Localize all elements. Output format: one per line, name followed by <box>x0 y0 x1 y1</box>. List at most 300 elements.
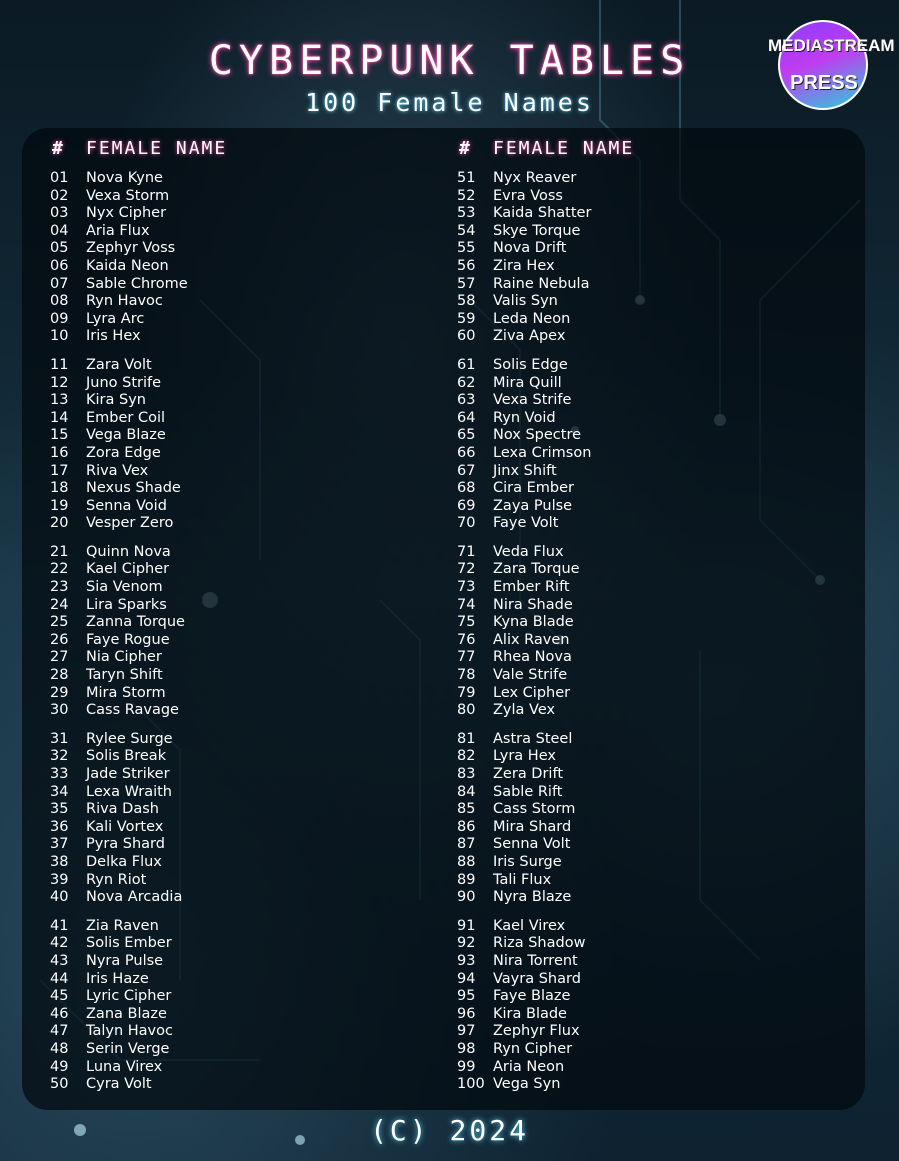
table-row <box>457 1041 857 1059</box>
row-number: 71 <box>457 543 476 560</box>
row-number: 08 <box>50 293 69 310</box>
row-number: 66 <box>457 444 476 461</box>
table-row <box>50 392 450 410</box>
column-header-number: # <box>52 138 63 159</box>
table-row <box>50 544 450 562</box>
table-row <box>50 872 450 890</box>
name-group <box>457 918 857 1094</box>
row-name: Nyx Reaver <box>493 170 577 186</box>
table-row <box>457 872 857 890</box>
table-row <box>457 649 857 667</box>
row-number: 52 <box>457 187 476 204</box>
row-name: Serin Verge <box>86 1040 170 1057</box>
table-row <box>50 170 450 188</box>
table-row <box>457 685 857 703</box>
page-title: CYBERPUNK TABLES <box>208 38 691 84</box>
table-row <box>457 766 857 784</box>
table-row <box>50 702 450 720</box>
row-name: Nira Shade <box>493 596 573 613</box>
table-row <box>50 748 450 766</box>
table-row <box>50 579 450 597</box>
row-name: Juno Strife <box>86 374 162 391</box>
row-name: Faye Rogue <box>86 631 170 648</box>
table-row <box>50 1059 450 1077</box>
row-number: 65 <box>457 427 476 444</box>
row-number: 15 <box>50 427 69 444</box>
row-name: Zara Torque <box>493 561 580 578</box>
row-number: 42 <box>50 935 69 952</box>
row-number: 74 <box>457 596 476 613</box>
table-row <box>50 240 450 258</box>
row-number: 93 <box>457 952 476 969</box>
row-name: Kali Vortex <box>86 818 164 835</box>
row-number: 55 <box>457 240 476 257</box>
row-name: Zaya Pulse <box>493 497 573 514</box>
table-row <box>457 1076 857 1094</box>
row-number: 22 <box>50 561 69 578</box>
row-number: 13 <box>50 392 69 409</box>
row-number: 04 <box>50 222 69 239</box>
row-name: Nova Arcadia <box>86 889 183 906</box>
table-row <box>50 597 450 615</box>
row-number: 16 <box>50 444 69 461</box>
table-row <box>457 1059 857 1077</box>
table-row <box>457 889 857 907</box>
row-number: 34 <box>50 783 69 800</box>
row-name: Vega Blaze <box>86 427 166 444</box>
row-name: Solis Edge <box>493 356 568 373</box>
table-row <box>50 935 450 953</box>
table-row <box>50 223 450 241</box>
row-number: 24 <box>50 596 69 613</box>
row-name: Zera Drift <box>493 766 564 782</box>
row-name: Faye Blaze <box>493 988 571 1005</box>
table-row <box>457 276 857 294</box>
row-name: Kira Blade <box>493 1005 567 1022</box>
row-name: Ember Rift <box>493 579 570 596</box>
table-row <box>457 392 857 410</box>
table-row <box>50 971 450 989</box>
row-name: Solis Ember <box>86 935 172 952</box>
table-row <box>50 427 450 445</box>
row-number: 41 <box>50 917 69 934</box>
row-name: Cira Ember <box>493 480 574 497</box>
table-row <box>50 445 450 463</box>
table-row <box>50 293 450 311</box>
name-group <box>457 731 857 907</box>
table-row <box>50 819 450 837</box>
table-row <box>457 614 857 632</box>
row-number: 23 <box>50 579 69 596</box>
row-name: Mira Quill <box>493 374 562 391</box>
name-group <box>50 544 450 720</box>
publisher-logo <box>768 20 895 108</box>
row-name: Aria Flux <box>86 222 150 239</box>
row-name: Iris Hex <box>86 328 141 345</box>
row-name: Nyx Cipher <box>86 205 167 222</box>
row-name: Nia Cipher <box>86 649 162 666</box>
table-row <box>457 836 857 854</box>
row-name: Ryn Havoc <box>86 293 163 310</box>
table-row <box>50 188 450 206</box>
row-name: Sia Venom <box>86 579 163 596</box>
row-number: 39 <box>50 871 69 888</box>
row-number: 18 <box>50 480 69 497</box>
row-number: 17 <box>50 462 69 479</box>
column-header-name: FEMALE NAME <box>86 138 228 159</box>
table-row <box>50 357 450 375</box>
row-name: Jinx Shift <box>493 462 557 479</box>
row-number: 05 <box>50 240 69 257</box>
column-header <box>457 138 857 168</box>
row-number: 12 <box>50 374 69 391</box>
table-row <box>50 918 450 936</box>
row-number: 80 <box>457 702 476 719</box>
table-row <box>457 561 857 579</box>
row-number: 75 <box>457 614 476 631</box>
name-group <box>457 357 857 533</box>
row-number: 57 <box>457 275 476 292</box>
row-number: 28 <box>50 667 69 684</box>
row-number: 32 <box>50 748 69 765</box>
row-name: Taryn Shift <box>86 667 163 684</box>
table-row <box>457 953 857 971</box>
row-name: Vale Strife <box>493 667 568 684</box>
table-row <box>457 258 857 276</box>
table-row <box>50 498 450 516</box>
logo-badge-icon <box>778 20 868 110</box>
table-row <box>50 205 450 223</box>
row-number: 06 <box>50 257 69 274</box>
logo-text-line2: PRESS <box>790 72 858 94</box>
row-name: Vesper Zero <box>86 515 174 532</box>
row-number: 29 <box>50 684 69 701</box>
name-group <box>457 544 857 720</box>
table-row <box>457 918 857 936</box>
row-name: Nira Torrent <box>493 952 578 969</box>
row-name: Cass Storm <box>493 801 576 818</box>
table-row <box>457 579 857 597</box>
row-name: Skye Torque <box>493 222 581 239</box>
row-number: 37 <box>50 836 69 853</box>
row-name: Lyra Arc <box>86 310 145 327</box>
row-number: 20 <box>50 515 69 532</box>
table-row <box>457 223 857 241</box>
name-group <box>50 170 450 346</box>
row-name: Ryn Riot <box>86 871 147 888</box>
row-name: Nova Kyne <box>86 170 163 186</box>
table-row <box>457 854 857 872</box>
row-name: Nexus Shade <box>86 480 181 497</box>
page-subtitle: 100 Female Names <box>305 88 594 117</box>
table-row <box>457 597 857 615</box>
table-row <box>457 357 857 375</box>
row-number: 45 <box>50 988 69 1005</box>
row-name: Ryn Cipher <box>493 1040 573 1057</box>
table-row <box>457 1023 857 1041</box>
row-number: 91 <box>457 917 476 934</box>
table-row <box>50 515 450 533</box>
row-number: 77 <box>457 649 476 666</box>
row-number: 69 <box>457 497 476 514</box>
row-name: Vayra Shard <box>493 970 581 987</box>
table-row <box>50 1023 450 1041</box>
table-row <box>457 205 857 223</box>
row-number: 86 <box>457 818 476 835</box>
table-row <box>457 375 857 393</box>
table-row <box>457 240 857 258</box>
row-number: 81 <box>457 730 476 747</box>
row-name: Kael Virex <box>493 917 566 934</box>
row-name: Iris Haze <box>86 970 149 987</box>
row-name: Kira Syn <box>86 392 146 409</box>
row-name: Ryn Void <box>493 409 556 426</box>
row-name: Zara Volt <box>86 356 152 373</box>
table-row <box>50 685 450 703</box>
row-name: Lexa Crimson <box>493 444 592 461</box>
row-number: 36 <box>50 818 69 835</box>
row-number: 27 <box>50 649 69 666</box>
row-number: 82 <box>457 748 476 765</box>
row-number: 94 <box>457 970 476 987</box>
table-row <box>50 561 450 579</box>
row-number: 70 <box>457 515 476 532</box>
row-name: Zanna Torque <box>86 614 185 631</box>
table-row <box>457 410 857 428</box>
row-name: Sable Rift <box>493 783 563 800</box>
table-row <box>50 375 450 393</box>
row-number: 89 <box>457 871 476 888</box>
row-name: Riza Shadow <box>493 935 586 952</box>
row-name: Nox Spectre <box>493 427 582 444</box>
row-name: Cyra Volt <box>86 1076 152 1093</box>
row-number: 44 <box>50 970 69 987</box>
table-row <box>457 748 857 766</box>
row-name: Rhea Nova <box>493 649 572 666</box>
row-number: 98 <box>457 1040 476 1057</box>
row-name: Mira Storm <box>86 684 166 701</box>
row-number: 83 <box>457 766 476 782</box>
row-number: 64 <box>457 409 476 426</box>
table-row <box>457 515 857 533</box>
row-name: Tali Flux <box>493 871 552 888</box>
row-number: 03 <box>50 205 69 222</box>
column-header-number: # <box>459 138 470 159</box>
table-row <box>50 480 450 498</box>
row-number: 21 <box>50 543 69 560</box>
table-row <box>457 498 857 516</box>
table-row <box>457 784 857 802</box>
row-number: 92 <box>457 935 476 952</box>
table-row <box>457 632 857 650</box>
table-row <box>457 480 857 498</box>
row-name: Solis Break <box>86 748 167 765</box>
table-row <box>50 463 450 481</box>
row-number: 09 <box>50 310 69 327</box>
row-number: 61 <box>457 356 476 373</box>
row-number: 51 <box>457 170 476 186</box>
row-name: Kyna Blade <box>493 614 574 631</box>
row-number: 02 <box>50 187 69 204</box>
row-number: 100 <box>457 1076 485 1093</box>
name-group <box>50 731 450 907</box>
table-row <box>50 801 450 819</box>
row-number: 87 <box>457 836 476 853</box>
column-header <box>50 138 450 168</box>
row-name: Lira Sparks <box>86 596 167 613</box>
row-name: Senna Void <box>86 497 167 514</box>
row-name: Lyric Cipher <box>86 988 172 1005</box>
row-number: 19 <box>50 497 69 514</box>
row-number: 60 <box>457 328 476 345</box>
table-row <box>457 819 857 837</box>
row-number: 58 <box>457 293 476 310</box>
row-number: 35 <box>50 801 69 818</box>
row-name: Zira Hex <box>493 257 555 274</box>
table-row <box>457 328 857 346</box>
table-row <box>50 1076 450 1094</box>
row-number: 11 <box>50 356 69 373</box>
row-number: 46 <box>50 1005 69 1022</box>
row-name: Mira Shard <box>493 818 572 835</box>
row-number: 14 <box>50 409 69 426</box>
row-name: Kaida Neon <box>86 257 169 274</box>
row-name: Nyra Blaze <box>493 889 572 906</box>
copyright-footer: (C) 2024 <box>370 1114 529 1147</box>
row-number: 68 <box>457 480 476 497</box>
row-number: 78 <box>457 667 476 684</box>
table-row <box>457 971 857 989</box>
name-group <box>50 918 450 1094</box>
row-name: Sable Chrome <box>86 275 188 292</box>
table-row <box>457 702 857 720</box>
row-number: 25 <box>50 614 69 631</box>
table-row <box>457 544 857 562</box>
row-number: 73 <box>457 579 476 596</box>
name-group <box>457 170 857 346</box>
table-row <box>50 276 450 294</box>
table-row <box>50 889 450 907</box>
row-name: Zephyr Voss <box>86 240 176 257</box>
row-name: Lex Cipher <box>493 684 571 701</box>
row-number: 96 <box>457 1005 476 1022</box>
table-row <box>50 614 450 632</box>
table-row <box>50 258 450 276</box>
row-name: Pyra Shard <box>86 836 165 853</box>
row-number: 85 <box>457 801 476 818</box>
row-name: Jade Striker <box>86 766 170 782</box>
row-number: 43 <box>50 952 69 969</box>
table-row <box>457 988 857 1006</box>
name-groups <box>457 170 857 1094</box>
row-name: Quinn Nova <box>86 543 171 560</box>
table-row <box>50 836 450 854</box>
row-number: 54 <box>457 222 476 239</box>
table-row <box>50 410 450 428</box>
table-row <box>457 427 857 445</box>
row-name: Nova Drift <box>493 240 567 257</box>
row-name: Delka Flux <box>86 853 162 870</box>
row-name: Aria Neon <box>493 1058 565 1075</box>
table-row <box>50 632 450 650</box>
row-number: 79 <box>457 684 476 701</box>
row-number: 56 <box>457 257 476 274</box>
row-number: 47 <box>50 1023 69 1040</box>
row-number: 63 <box>457 392 476 409</box>
row-number: 31 <box>50 730 69 747</box>
name-groups <box>50 170 450 1094</box>
table-row <box>457 935 857 953</box>
row-number: 95 <box>457 988 476 1005</box>
row-number: 33 <box>50 766 69 782</box>
row-name: Nyra Pulse <box>86 952 164 969</box>
row-name: Vega Syn <box>493 1076 561 1093</box>
row-number: 01 <box>50 170 69 186</box>
row-name: Lexa Wraith <box>86 783 173 800</box>
row-name: Zia Raven <box>86 917 159 934</box>
table-row <box>50 311 450 329</box>
row-name: Cass Ravage <box>86 702 179 719</box>
row-name: Rylee Surge <box>86 730 173 747</box>
row-name: Zora Edge <box>86 444 161 461</box>
row-number: 49 <box>50 1058 69 1075</box>
row-name: Alix Raven <box>493 631 570 648</box>
logo-text-line1: MEDIASTREAM <box>768 36 895 55</box>
row-number: 07 <box>50 275 69 292</box>
row-number: 38 <box>50 853 69 870</box>
row-number: 84 <box>457 783 476 800</box>
row-number: 26 <box>50 631 69 648</box>
table-row <box>50 1006 450 1024</box>
table-row <box>50 328 450 346</box>
table-row <box>457 1006 857 1024</box>
table-row <box>50 731 450 749</box>
table-row <box>50 1041 450 1059</box>
name-group <box>50 357 450 533</box>
table-row <box>50 667 450 685</box>
table-row <box>50 784 450 802</box>
row-number: 90 <box>457 889 476 906</box>
row-name: Riva Vex <box>86 462 149 479</box>
row-number: 40 <box>50 889 69 906</box>
row-name: Vexa Strife <box>493 392 572 409</box>
row-name: Lyra Hex <box>493 748 556 765</box>
row-number: 59 <box>457 310 476 327</box>
row-number: 62 <box>457 374 476 391</box>
row-name: Zephyr Flux <box>493 1023 580 1040</box>
row-number: 88 <box>457 853 476 870</box>
row-name: Raine Nebula <box>493 275 590 292</box>
row-number: 53 <box>457 205 476 222</box>
table-row <box>457 170 857 188</box>
row-name: Iris Surge <box>493 853 562 870</box>
table-row <box>457 801 857 819</box>
table-row <box>50 766 450 784</box>
row-name: Riva Dash <box>86 801 159 818</box>
row-name: Astra Steel <box>493 730 573 747</box>
row-name: Ziva Apex <box>493 328 566 345</box>
table-row <box>457 293 857 311</box>
row-name: Talyn Havoc <box>86 1023 173 1040</box>
table-row <box>50 988 450 1006</box>
table-row <box>457 445 857 463</box>
row-number: 72 <box>457 561 476 578</box>
row-number: 99 <box>457 1058 476 1075</box>
row-name: Kaida Shatter <box>493 205 592 222</box>
row-name: Valis Syn <box>493 293 558 310</box>
row-name: Ember Coil <box>86 409 166 426</box>
row-number: 50 <box>50 1076 69 1093</box>
